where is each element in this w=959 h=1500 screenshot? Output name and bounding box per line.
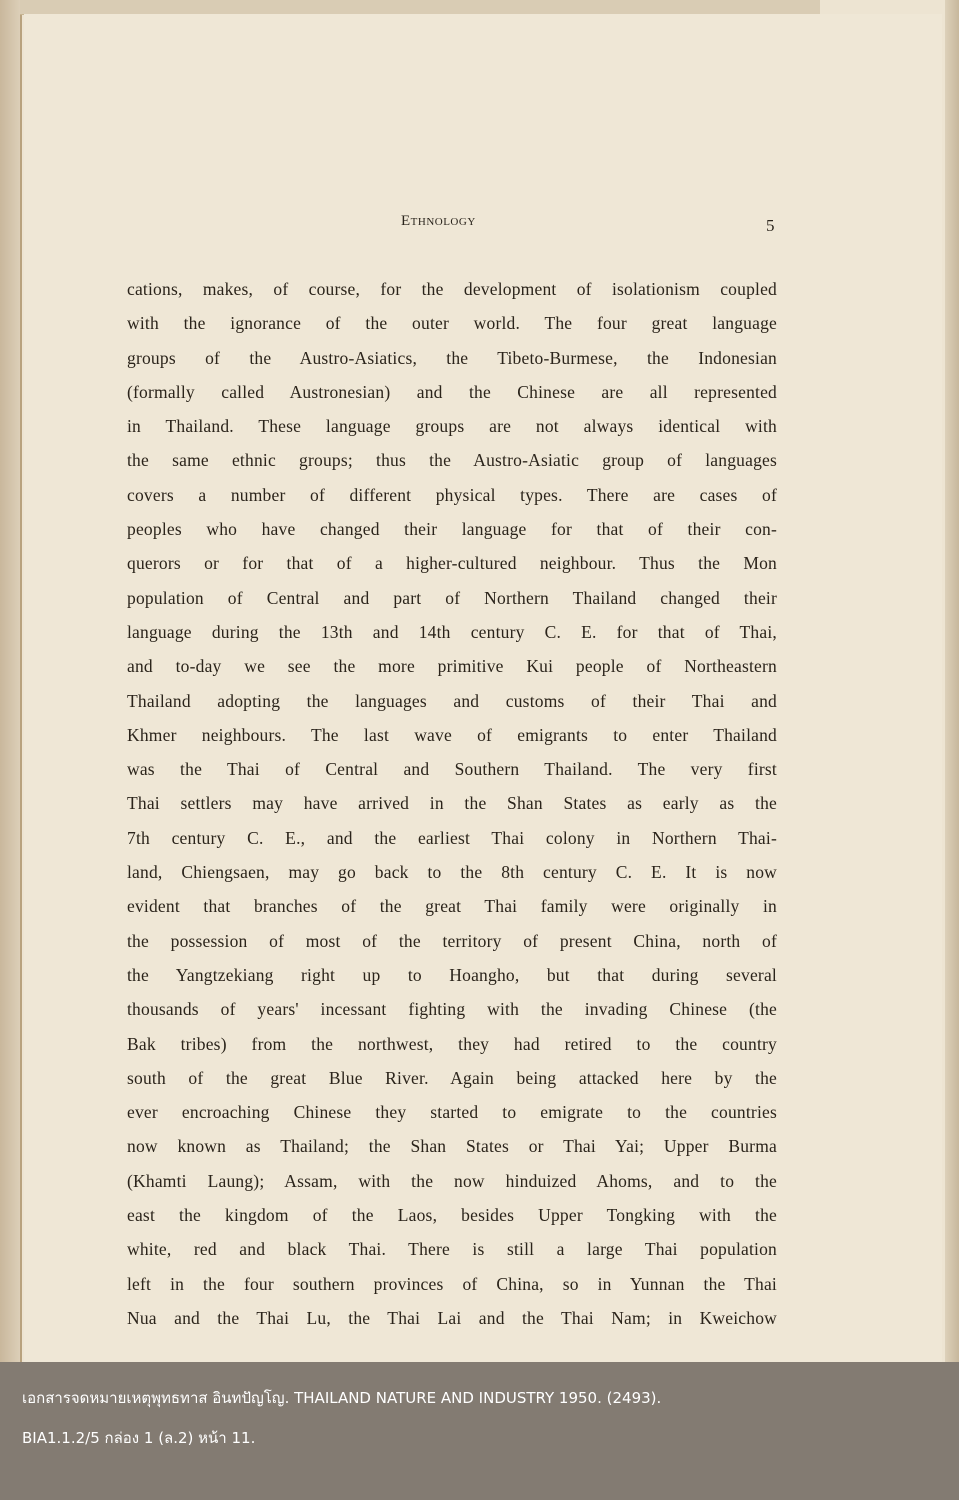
text-line: south of the great Blue River. Again being attacked here by the xyxy=(127,1067,777,1088)
text-line: cations, makes, of course, for the development of isolationism coupled xyxy=(127,279,777,299)
text-line: covers a number of different physical types. There are cases of xyxy=(127,484,777,505)
text-line: the same ethnic groups; thus the Austro-Asiatic group of languages xyxy=(127,450,777,471)
text-line: the Yangtzekiang right up to Hoangho, but that during several xyxy=(127,964,777,985)
text-line: Khmer neighbours. The last wave of emigrants to enter Thailand xyxy=(127,724,777,745)
text-line: Thailand adopting the languages and customs of their Thai and xyxy=(127,690,777,711)
text-line: language during the 13th and 14th century C. E. for that of Thai, xyxy=(127,621,777,642)
text-line: (formally called Austronesian) and the Chinese are all represented xyxy=(127,381,777,402)
text-line: peoples who have changed their language for that of their con- xyxy=(127,519,777,540)
text-line: querors or for that of a higher-cultured neighbour. Thus the Mon xyxy=(127,553,777,574)
text-line: groups of the Austro-Asiatics, the Tibeto-Burmese, the Indonesian xyxy=(127,347,777,368)
running-head: Ethnology xyxy=(401,213,476,229)
archive-caption-line-1: เอกสารจดหมายเหตุพุทธทาส อินทปัญโญ. THAILAND NATURE AND INDUSTRY 1950. (2493). xyxy=(22,1389,662,1407)
text-line: population of Central and part of Northern Thailand changed their xyxy=(127,587,777,608)
text-line: Bak tribes) from the northwest, they had retired to the country xyxy=(127,1033,777,1054)
text-line: with the ignorance of the outer world. The four great language xyxy=(127,313,777,334)
archive-caption-line-2: BIA1.1.2/5 กล่อง 1 (ล.2) หน้า 11. xyxy=(22,1429,256,1447)
top-paper-edge xyxy=(20,0,820,15)
text-line: white, red and black Thai. There is still a large Thai population xyxy=(127,1239,777,1260)
text-line: in Thailand. These language groups are not always identical with xyxy=(127,416,777,437)
text-line: Thai settlers may have arrived in the Shan States as early as the xyxy=(127,793,777,814)
text-line: (Khamti Laung); Assam, with the now hinduized Ahoms, and to the xyxy=(127,1170,777,1191)
text-line: ever encroaching Chinese they started to emigrate to the countries xyxy=(127,1102,777,1123)
body-text xyxy=(127,272,777,1335)
text-line: thousands of years' incessant fighting with the invading Chinese (the xyxy=(127,999,777,1020)
binding-edge xyxy=(0,0,22,1500)
page-number: 5 xyxy=(766,216,775,235)
text-line: 7th century C. E., and the earliest Thai colony in Northern Thai- xyxy=(127,827,777,848)
text-line: left in the four southern provinces of China, so in Yunnan the Thai xyxy=(127,1273,777,1294)
text-line: evident that branches of the great Thai family were originally in xyxy=(127,896,777,917)
text-line: the possession of most of the territory of present China, north of xyxy=(127,930,777,951)
text-line: Nua and the Thai Lu, the Thai Lai and the Thai Nam; in Kweichow xyxy=(127,1307,777,1328)
text-line: east the kingdom of the Laos, besides Upper Tongking with the xyxy=(127,1205,777,1226)
text-line: was the Thai of Central and Southern Thailand. The very first xyxy=(127,759,777,780)
text-line: and to-day we see the more primitive Kui people of Northeastern xyxy=(127,656,777,677)
text-line: now known as Thailand; the Shan States or Thai Yai; Upper Burma xyxy=(127,1136,777,1157)
text-line: land, Chiengsaen, may go back to the 8th century C. E. It is now xyxy=(127,862,777,883)
right-paper-edge xyxy=(945,0,959,1500)
